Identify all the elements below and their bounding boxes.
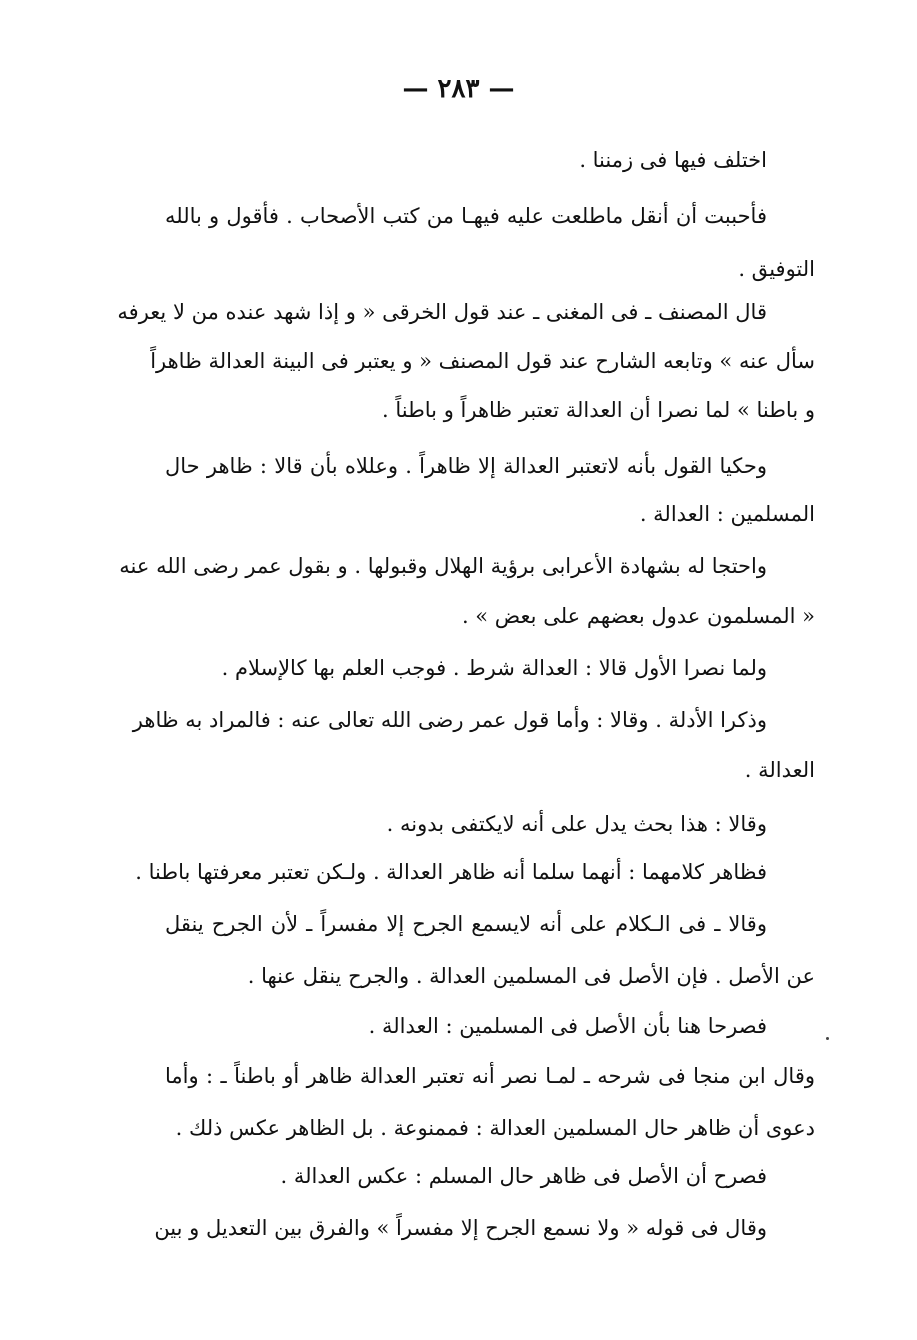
text-line: المسلمين : العدالة . <box>639 502 815 526</box>
text-line: وقال فى قوله « ولا نسمع الجرح إلا مفسراً » والفرق بين التعديل و بين <box>154 1216 767 1240</box>
text-line: فأحببت أن أنقل ماطلعت عليه فيهـا من كتب الأصحاب . فأقول و بالله <box>165 204 767 228</box>
text-line: التوفيق . <box>738 257 815 281</box>
speck-mark <box>826 1037 829 1040</box>
text-line: وذكرا الأدلة . وقالا : وأما قول عمر رضى الله تعالى عنه : فالمراد به ظاهر <box>132 708 767 732</box>
text-line: « المسلمون عدول بعضهم على بعض » . <box>461 604 815 628</box>
text-line: فصرح أن الأصل فى ظاهر حال المسلم : عكس العدالة . <box>280 1164 767 1188</box>
text-line: وقالا : هذا بحث يدل على أنه لايكتفى بدونه . <box>386 812 767 836</box>
body-text <box>117 0 815 1340</box>
text-line: دعوى أن ظاهر حال المسلمين العدالة : فممنوعة . بل الظاهر عكس ذلك . <box>175 1116 815 1140</box>
text-line: واحتجا له بشهادة الأعرابى برؤية الهلال وقبولها . و بقول عمر رضى الله عنه <box>119 554 767 578</box>
text-line: فصرحا هنا بأن الأصل فى المسلمين : العدالة . <box>368 1014 767 1038</box>
text-line: وقال ابن منجا فى شرحه ـ لمـا نصر أنه تعتبر العدالة ظاهر أو باطناً ـ : وأما <box>165 1064 815 1088</box>
page-number: — ٢٨٣ — <box>402 74 515 104</box>
text-line: ولما نصرا الأول قالا : العدالة شرط . فوجب العلم بها كالإسلام . <box>221 656 767 680</box>
text-line: العدالة . <box>744 758 815 782</box>
text-line: قال المصنف ـ فى المغنى ـ عند قول الخرقى « و إذا شهد عنده من لا يعرفه <box>117 300 767 324</box>
text-line: عن الأصل . فإن الأصل فى المسلمين العدالة . والجرح ينقل عنها . <box>247 964 815 988</box>
text-line: سأل عنه » وتابعه الشارح عند قول المصنف « و يعتبر فى البينة العدالة ظاهراً <box>150 349 815 373</box>
text-line: وقالا ـ فى الـكلام على أنه لايسمع الجرح إلا مفسراً ـ لأن الجرح ينقل <box>165 912 767 936</box>
text-line: فظاهر كلامهما : أنهما سلما أنه ظاهر العدالة . ولـكن تعتبر معرفتها باطنا . <box>135 860 767 884</box>
text-line: و باطنا » لما نصرا أن العدالة تعتبر ظاهراً و باطناً . <box>381 398 815 422</box>
text-line: اختلف فيها فى زمننا . <box>579 148 767 172</box>
text-line: وحكيا القول بأنه لاتعتبر العدالة إلا ظاهراً . وعللاه بأن قالا : ظاهر حال <box>165 454 767 478</box>
